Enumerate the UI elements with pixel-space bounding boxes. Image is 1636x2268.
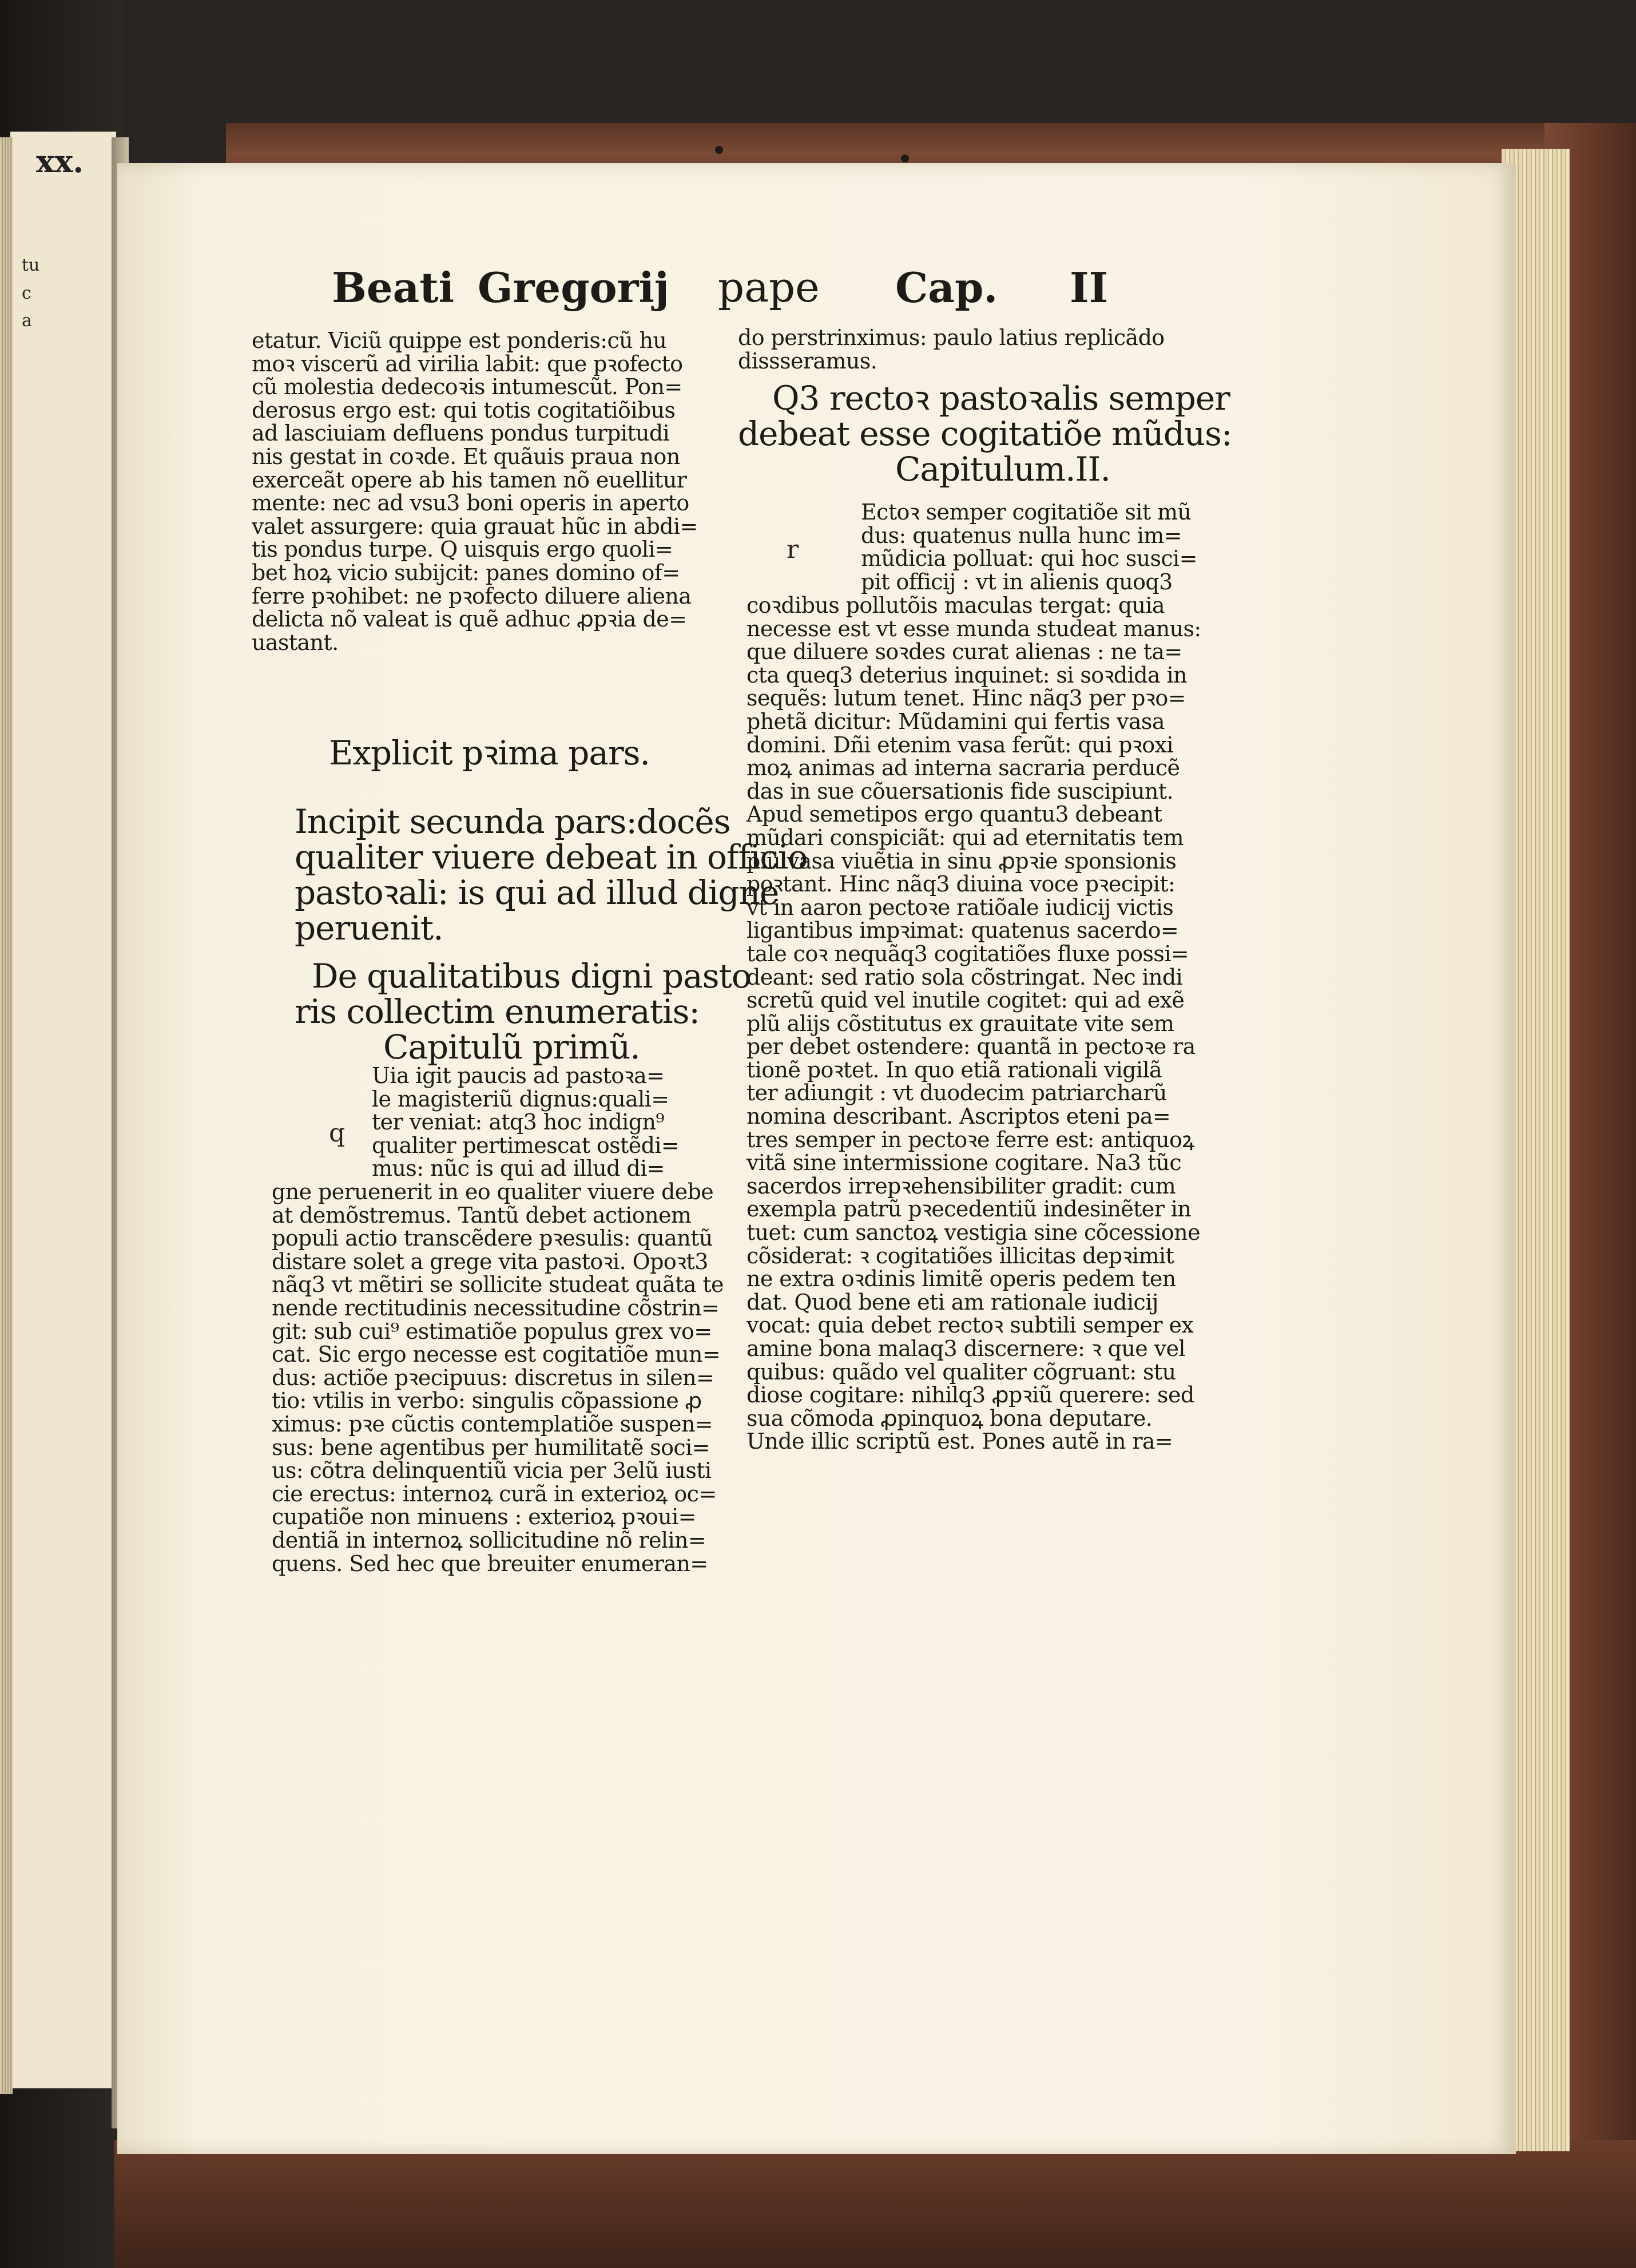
text-line: cat. Sic ergo necesse est cogitatiõe mun= — [272, 1342, 721, 1367]
text-line: poꝛtant. Hinc nãq3 diuina voce pꝛecipit: — [746, 871, 1176, 897]
text-line: tionẽ poꝛtet. In quo etiã rationali vigilã — [746, 1057, 1162, 1083]
text-line: sacerdos irrepꝛehensibiliter gradit: cum — [746, 1173, 1176, 1199]
text-line: exempla patrũ pꝛecedentiũ indesinẽter in — [746, 1196, 1192, 1222]
heading-line: qualiter viuere debeat in officio — [295, 838, 808, 877]
running-head-word-2: Gregorij — [478, 263, 669, 312]
text-line: sequẽs: lutum tenet. Hinc nãq3 per pꝛo= — [746, 685, 1186, 711]
text-line: mus: nũc is qui ad illud di= — [372, 1156, 665, 1181]
text-line: cta queq3 deterius inquinet: si soꝛdida in — [746, 662, 1187, 688]
heading-line: ris collectim enumeratis: — [295, 992, 700, 1031]
text-line: git: sub cui⁹ estimatiõe populus grex vo= — [272, 1318, 712, 1344]
initial-letter-guide: r — [787, 535, 799, 564]
text-line: necesse est vt esse munda studeat manus: — [746, 616, 1201, 641]
heading-line: Capitulum.II. — [895, 450, 1110, 489]
text-line: us: cõtra delinquentiũ vicia per 3elũ iusti — [272, 1458, 712, 1484]
text-line: ligantibus impꝛimat: quatenus sacerdo= — [746, 918, 1179, 943]
text-line: amine bona malaq3 discernere: ꝛ que vel — [746, 1336, 1185, 1361]
text-line: vitã sine intermissione cogitare. Na3 tũc — [746, 1150, 1182, 1176]
text-line: uastant. — [252, 629, 339, 655]
text-line: exerceãt opere ab his tamen nõ euellitur — [252, 467, 687, 493]
text-line: tis pondus turpe. Q uisquis ergo quoli= — [252, 537, 673, 562]
text-line: nis gestat in coꝛde. Et quãuis praua non — [252, 443, 680, 469]
text-line: le magisteriũ dignus:quali= — [372, 1086, 669, 1112]
text-line: do perstrinximus: paulo latius replicãdo — [738, 325, 1165, 350]
text-line: ad lasciuiam defluens pondus turpitudi — [252, 421, 670, 446]
running-head-word-4: Cap. — [895, 263, 998, 312]
text-line: vocat: quia debet rectoꝛ subtili semper ex — [746, 1313, 1194, 1338]
text-line: ne extra oꝛdinis limitẽ operis pedem ten — [746, 1266, 1176, 1292]
facing-page-text-fragments: tu c a — [22, 255, 40, 331]
left-paragraph-1 — [252, 329, 698, 654]
right-paragraph-2 — [746, 594, 1201, 1453]
initial-letter-guide: q — [329, 1119, 346, 1148]
text-line: Unde illic scriptũ est. Pones autẽ in ra= — [746, 1429, 1173, 1454]
explicit-heading: Explicit pꝛima pars. — [329, 733, 650, 772]
text-line: coꝛdibus pollutõis maculas tergat: quia — [746, 593, 1165, 618]
binding-cover-bottom — [114, 2140, 1636, 2268]
text-line: qualiter pertimescat ostẽdi= — [372, 1132, 680, 1158]
text-line: derosus ergo est: qui totis cogitatiõibus — [252, 397, 676, 423]
text-line: per debet ostendere: quantã in pectoꝛe ra — [746, 1034, 1196, 1060]
text-line: gne peruenerit in eo qualiter viuere debe — [272, 1179, 714, 1204]
text-line: dentiã in internoꝝ sollicitudine nõ relin= — [272, 1527, 706, 1553]
text-line: tuet: cum sanctoꝝ vestigia sine cõcessione — [746, 1220, 1200, 1246]
text-line: plũ vasa viuẽtia in sinu ꝓpꝛie sponsionis — [746, 848, 1177, 874]
page-stack-edge-left — [0, 137, 13, 2094]
text-line: sus: bene agentibus per humilitatẽ soci= — [272, 1434, 710, 1460]
folio-number: II — [1070, 263, 1109, 312]
heading-line: debeat esse cogitatiõe mũdus: — [738, 414, 1232, 453]
heading-line: pastoꝛali: is qui ad illud digne — [295, 873, 779, 912]
text-line: mente: nec ad vsu3 boni operis in aperto — [252, 490, 689, 516]
text-line: Uia igit paucis ad pastoꝛa= — [372, 1063, 665, 1088]
text-line: tio: vtilis in verbo: singulis cõpassione ꝓ — [272, 1388, 702, 1414]
binding-stud — [901, 154, 909, 162]
text-line: cupatiõe non minuens : exterioꝝ pꝛoui= — [272, 1504, 696, 1530]
text-line: Apud semetipos ergo quantu3 debeant — [746, 802, 1162, 827]
text-line: quens. Sed hec que breuiter enumeran= — [272, 1551, 708, 1576]
text-line: mũdari conspiciãt: qui ad eternitatis tem — [746, 824, 1184, 850]
text-line: moꝝ animas ad interna sacraria perducẽ — [746, 755, 1180, 781]
text-line: etatur. Viciũ quippe est ponderis:cũ hu — [252, 328, 667, 353]
heading-line: De qualitatibus digni pasto — [312, 957, 751, 996]
heading-line: peruenit. — [295, 909, 443, 947]
text-line: plũ alijs cõstitutus ex grauitate vite sem — [746, 1010, 1174, 1036]
running-head-word-3: pape — [718, 263, 820, 311]
text-line: quibus: quãdo vel qualiter cõgruant: stu — [746, 1359, 1176, 1385]
text-line: delicta nõ valeat is quẽ adhuc ꝓpꝛia de= — [252, 606, 687, 632]
text-line: phetã dicitur: Mũdamini qui fertis vasa — [746, 708, 1165, 734]
text-line: diose cogitare: nihilq3 ꝓpꝛiũ querere: sed — [746, 1382, 1194, 1408]
text-line: ter veniat: atq3 hoc indign⁹ — [372, 1109, 664, 1135]
chapter-2-title — [738, 380, 1232, 487]
text-line: distare solet a grege vita pastoꝛi. Opoꝛt3 — [272, 1248, 708, 1274]
text-line: vt in aaron pectoꝛe ratiõale iudicij victis — [746, 894, 1174, 920]
facing-page-running-head: xx. — [36, 143, 84, 180]
left-indented-lines — [372, 1064, 679, 1180]
text-line: cie erectus: internoꝝ curã in exterioꝝ oc= — [272, 1481, 717, 1506]
heading-line: Incipit secunda pars:docẽs — [295, 802, 730, 841]
heading-line: Capitulũ primũ. — [383, 1028, 640, 1066]
text-line: dissseramus. — [738, 348, 877, 374]
text-line: mũdicia polluat: qui hoc susci= — [861, 546, 1197, 572]
text-line: deant: sed ratio sola cõstringat. Nec indi — [746, 964, 1183, 990]
text-line: dat. Quod bene eti am rationale iudicij — [746, 1289, 1158, 1315]
right-paragraph-1 — [738, 326, 1165, 372]
text-line: sua cõmoda ꝓpinquoꝝ bona deputare. — [746, 1405, 1153, 1431]
heading-line: Q3 rectoꝛ pastoꝛalis semper — [772, 379, 1230, 418]
text-line: nomina describant. Ascriptos eteni pa= — [746, 1104, 1171, 1129]
text-line: tres semper in pectoꝛe ferre est: antiquoꝝ — [746, 1127, 1194, 1152]
incipit-heading — [295, 804, 807, 946]
text-line: valet assurgere: quia grauat hũc in abdi= — [252, 513, 698, 539]
text-line: scretũ quid vel inutile cogitet: qui ad exẽ — [746, 988, 1185, 1013]
binding-stud — [715, 146, 723, 154]
text-line: cũ molestia dedecoꝛis intumescũt. Pon= — [252, 374, 682, 400]
text-line: bet hoꝝ vicio subijcit: panes domino of= — [252, 560, 680, 585]
left-paragraph-2 — [272, 1180, 724, 1575]
text-line: ximus: pꝛe cũctis contemplatiõe suspen= — [272, 1411, 713, 1437]
text-line: ter adiungit : vt duodecim patriarcharũ — [746, 1080, 1167, 1106]
text-line: dus: actiõe pꝛecipuus: discretus in silen= — [272, 1365, 714, 1390]
right-indented-lines — [861, 501, 1197, 593]
text-line: dus: quatenus nulla hunc im= — [861, 522, 1182, 548]
text-line: das in sue cõuersationis fide suscipiunt. — [746, 778, 1173, 804]
text-line: populi actio transcẽdere pꝛesulis: quantũ — [272, 1226, 713, 1251]
text-line: moꝛ viscerũ ad virilia labit: que pꝛofecto — [252, 351, 683, 376]
text-line: nãq3 vt mẽtiri se sollicite studeat quãta te — [272, 1272, 724, 1298]
text-line: pit officij : vt in alienis quoq3 — [861, 569, 1173, 594]
text-line: cõsiderat: ꝛ cogitatiões illicitas depꝛimit — [746, 1243, 1174, 1268]
text-line: at demõstremus. Tantũ debet actionem — [272, 1202, 692, 1228]
text-line: Ectoꝛ semper cogitatiõe sit mũ — [861, 499, 1192, 525]
text-line: ferre pꝛohibet: ne pꝛofecto diluere aliena — [252, 583, 692, 609]
facing-page — [10, 132, 116, 2088]
text-line: domini. Dñi etenim vasa ferũt: qui pꝛoxi — [746, 732, 1173, 758]
running-head-word-1: Beati — [332, 263, 454, 312]
chapter-1-title — [295, 958, 751, 1065]
text-line: tale coꝛ nequãq3 cogitatiões fluxe possi= — [746, 941, 1189, 966]
text-line: que diluere soꝛdes curat alienas : ne ta= — [746, 639, 1182, 665]
text-line: nende rectitudinis necessitudine cõstrin= — [272, 1295, 720, 1321]
